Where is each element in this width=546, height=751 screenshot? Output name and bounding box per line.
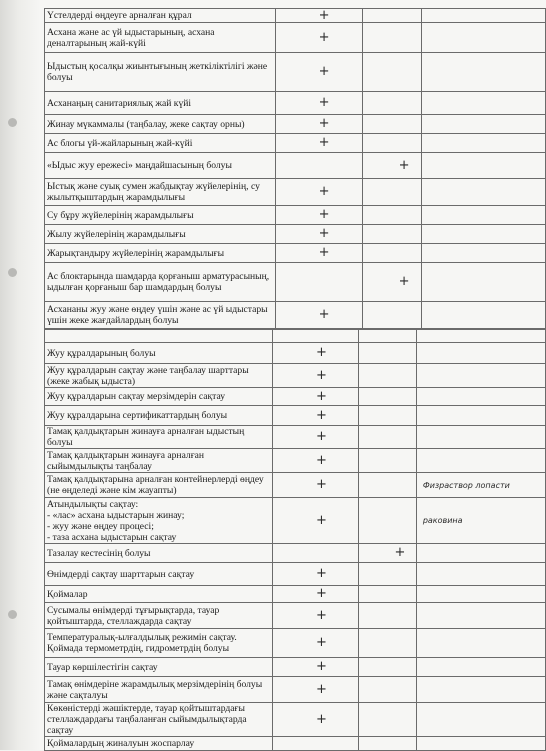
- note-cell: [421, 206, 545, 225]
- mark-cell: [359, 406, 417, 426]
- mark-cell: [359, 677, 417, 703]
- mark-cell: [363, 206, 422, 225]
- mark-cell: [276, 263, 363, 302]
- row-item-label: Қоймалар: [45, 586, 273, 603]
- note-cell: [421, 115, 545, 134]
- row-item-label: Ас блогы үй-жайларының жай-күйі: [45, 134, 276, 153]
- checklist-row: [45, 629, 546, 658]
- row-item-label: Өнімдерді сақтау шарттарын сақтау: [45, 563, 273, 586]
- mark-cell: [273, 629, 359, 658]
- mark-cell: [363, 115, 422, 134]
- checkmark-plus: +: [318, 226, 330, 242]
- row-item-label: Сусымалы өнімдерді тұғырықтарда, тауар қойтыштарда, стеллаждарда сақтау: [45, 603, 273, 629]
- mark-cell: [273, 406, 359, 426]
- note-cell: [416, 658, 545, 677]
- mark-cell: [276, 153, 363, 179]
- checklist-row: [45, 206, 546, 225]
- checkmark-plus: +: [318, 64, 330, 80]
- checklist-row: [45, 225, 546, 244]
- note-cell: [416, 603, 545, 629]
- mark-cell: [273, 498, 359, 544]
- checklist-row: [45, 544, 546, 563]
- checklist-row: [45, 343, 546, 364]
- checkmark-plus: +: [316, 681, 327, 697]
- mark-cell: [276, 225, 363, 244]
- row-item-label: Жарықтандыру жүйелерінің жарамдылығы: [45, 244, 276, 263]
- note-cell: [416, 330, 545, 343]
- mark-cell: [273, 473, 359, 498]
- checkmark-plus: +: [316, 407, 327, 423]
- row-item-label: Қоймалардың жиналуын жоспарлау: [45, 737, 273, 751]
- row-item-label: Жуу құралдарының болуы: [45, 343, 273, 364]
- note-cell: [421, 244, 545, 263]
- checklist-row: [45, 364, 546, 388]
- checkmark-plus: +: [316, 711, 327, 727]
- mark-cell: [276, 134, 363, 153]
- mark-cell: [359, 544, 417, 563]
- note-cell: [416, 629, 545, 658]
- checkmark-plus: +: [316, 429, 327, 445]
- note-cell: [416, 449, 545, 473]
- row-item-label: Ыдыстың қосалқы жиынтығының жеткіліктілігі және болуы: [45, 53, 276, 92]
- note-cell: [421, 302, 545, 329]
- mark-cell: [359, 658, 417, 677]
- row-item-label: Тамақ қалдықтарын жинауға арналған ыдыстың болуы: [45, 426, 273, 449]
- note-cell: [421, 23, 545, 53]
- mark-cell: [363, 302, 422, 329]
- mark-cell: [276, 115, 363, 134]
- row-item-label: Тамақ қалдықтарына арналған контейнерлерді өңдеу (не өңделеді және кім жауапты): [45, 473, 273, 498]
- note-cell: [416, 737, 545, 751]
- mark-cell: [276, 302, 363, 329]
- checklist-row: [45, 703, 546, 737]
- mark-cell: [276, 9, 363, 23]
- mark-cell: [359, 563, 417, 586]
- checklist-row: [45, 658, 546, 677]
- checklist-row: [45, 330, 546, 343]
- checklist-table-bottom: [44, 329, 546, 751]
- row-item-label: Үстелдерді өңдеуге арналған құрал: [45, 9, 276, 23]
- checklist-row: [45, 473, 546, 498]
- checkmark-plus: +: [318, 207, 330, 223]
- mark-cell: [273, 343, 359, 364]
- note-cell: [416, 563, 545, 586]
- checklist-row: [45, 586, 546, 603]
- checkmark-plus: +: [316, 345, 327, 361]
- checklist-row: [45, 115, 546, 134]
- note-cell: [416, 703, 545, 737]
- row-item-label: Тауар көршілестігін сақтау: [45, 658, 273, 677]
- mark-cell: [363, 92, 422, 115]
- note-cell: [421, 53, 545, 92]
- mark-cell: [273, 603, 359, 629]
- mark-cell: [359, 703, 417, 737]
- row-item-label: Тамақ өнімдеріне жарамдылық мерзімдерінің болуы және сақталуы: [45, 677, 273, 703]
- mark-cell: [273, 544, 359, 563]
- checklist-row: [45, 388, 546, 406]
- mark-cell: [273, 586, 359, 603]
- row-item-label: Ас блоктарында шамдарда қорғаныш арматурасының, ыдылған қорғаныш бар шамдардың болуы: [45, 263, 276, 302]
- row-item-label: [45, 330, 273, 343]
- checkmark-plus: +: [318, 95, 330, 111]
- note-cell: [416, 473, 545, 498]
- checkmark-plus: +: [318, 8, 330, 23]
- checklist-row: [45, 23, 546, 53]
- checkmark-plus: +: [316, 659, 327, 675]
- mark-cell: [359, 473, 417, 498]
- mark-cell: [359, 364, 417, 388]
- checklist-row: [45, 302, 546, 329]
- mark-cell: [276, 53, 363, 92]
- checkmark-plus: +: [394, 545, 406, 561]
- note-cell: [416, 406, 545, 426]
- punch-hole: [8, 268, 17, 277]
- checklist-row: [45, 244, 546, 263]
- punch-hole: [8, 118, 17, 127]
- mark-cell: [359, 449, 417, 473]
- mark-cell: [363, 244, 422, 263]
- mark-cell: [363, 225, 422, 244]
- checklist-row: [45, 563, 546, 586]
- checkmark-plus: +: [318, 307, 330, 323]
- checklist-row: [45, 9, 546, 23]
- note-cell: [416, 498, 545, 544]
- punch-hole: [8, 610, 17, 619]
- checklist-row: [45, 134, 546, 153]
- row-item-label: Асхана және ас үй ыдыстарының, асхана деналтарының жай-күйі: [45, 23, 276, 53]
- mark-cell: [273, 563, 359, 586]
- note-cell: [416, 544, 545, 563]
- row-item-label: Тамақ қалдықтарын жинауға арналған сыйымдылықты таңбалау: [45, 449, 273, 473]
- mark-cell: [359, 498, 417, 544]
- mark-cell: [273, 703, 359, 737]
- row-item-label: Жуу құралдарын сақтау мерзімдерін сақтау: [45, 388, 273, 406]
- checkmark-plus: +: [316, 367, 327, 383]
- mark-cell: [276, 244, 363, 263]
- checkmark-plus: +: [398, 157, 410, 173]
- row-item-label: «Ыдыс жуу ережесі» маңдайшасының болуы: [45, 153, 276, 179]
- mark-cell: [273, 426, 359, 449]
- mark-cell: [359, 330, 417, 343]
- note-cell: [421, 134, 545, 153]
- row-item-label: Жинау мүкаммалы (таңбалау, жеке сақтау орны): [45, 115, 276, 134]
- mark-cell: [363, 153, 422, 179]
- row-item-label: Жуу құралдарын сақтау және таңбалау шарттары (жеке жабық ыдыста): [45, 364, 273, 388]
- row-item-label: Асханаңың санитариялық жай күйі: [45, 92, 276, 115]
- mark-cell: [273, 449, 359, 473]
- mark-cell: [359, 603, 417, 629]
- mark-cell: [273, 364, 359, 388]
- checkmark-plus: +: [318, 135, 330, 151]
- checklist-row: [45, 426, 546, 449]
- mark-cell: [359, 737, 417, 751]
- checklist-row: [45, 406, 546, 426]
- note-cell: [421, 179, 545, 206]
- checkmark-plus: +: [316, 635, 327, 651]
- row-item-label: Су бұру жүйелерінің жарамдылығы: [45, 206, 276, 225]
- mark-cell: [359, 586, 417, 603]
- checklist-row: [45, 263, 546, 302]
- checkmark-plus: +: [316, 512, 327, 528]
- handwritten-note: раковина: [422, 516, 463, 525]
- note-cell: [416, 343, 545, 364]
- checklist-row: [45, 603, 546, 629]
- checkmark-plus: +: [316, 477, 327, 493]
- checkmark-plus: +: [398, 274, 410, 290]
- mark-cell: [273, 677, 359, 703]
- row-item-label: Жылу жүйелерінің жарамдылығы: [45, 225, 276, 244]
- note-cell: [416, 388, 545, 406]
- checkmark-plus: +: [316, 566, 327, 582]
- checkmark-plus: +: [318, 116, 330, 132]
- checkmark-plus: +: [318, 184, 330, 200]
- checkmark-plus: +: [316, 586, 327, 602]
- mark-cell: [273, 737, 359, 751]
- mark-cell: [363, 53, 422, 92]
- note-cell: [416, 364, 545, 388]
- mark-cell: [363, 134, 422, 153]
- mark-cell: [276, 92, 363, 115]
- note-cell: [416, 677, 545, 703]
- row-item-label: Тазалау кестесінің болуы: [45, 544, 273, 563]
- checkmark-plus: +: [318, 29, 330, 45]
- handwritten-note: Физраствор лопасти: [422, 480, 510, 490]
- mark-cell: [363, 263, 422, 302]
- checkmark-plus: +: [316, 452, 327, 468]
- mark-cell: [273, 330, 359, 343]
- note-cell: [421, 263, 545, 302]
- row-item-label: Ыстық және суық сумен жабдықтау жүйелерінің, су жылытқыштардың жарамдылығы: [45, 179, 276, 206]
- mark-cell: [359, 629, 417, 658]
- checklist-table-top: [44, 8, 546, 329]
- checklist-row: [45, 153, 546, 179]
- checklist-row: [45, 737, 546, 751]
- mark-cell: [273, 658, 359, 677]
- note-cell: [416, 426, 545, 449]
- note-cell: [421, 9, 545, 23]
- row-item-label: Көкөністерді жәшіктерде, тауар қойтыштардағы стеллаждардағы таңбаланған сыйымдылықтарда сақтау: [45, 703, 273, 737]
- checklist-row: [45, 449, 546, 473]
- checkmark-plus: +: [316, 607, 327, 623]
- note-cell: [421, 92, 545, 115]
- note-cell: [416, 586, 545, 603]
- checklist-row: [45, 92, 546, 115]
- mark-cell: [273, 388, 359, 406]
- checkmark-plus: +: [316, 388, 327, 404]
- checklist-row: [45, 53, 546, 92]
- row-item-label: Температуралық-ылғалдылық режимін сақтау. Қоймада термометрдің, гидрометрдің болуы: [45, 629, 273, 658]
- mark-cell: [276, 179, 363, 206]
- mark-cell: [363, 23, 422, 53]
- row-item-label: Асхананы жуу және өңдеу үшін және ас үй ыдыстары үшін жеке жағдайлардың болуы: [45, 302, 276, 329]
- mark-cell: [359, 426, 417, 449]
- checklist-row: [45, 179, 546, 206]
- mark-cell: [276, 206, 363, 225]
- note-cell: [421, 153, 545, 179]
- row-item-label: Жуу құралдарына сертификаттардың болуы: [45, 406, 273, 426]
- checklist-row: [45, 498, 546, 544]
- mark-cell: [276, 23, 363, 53]
- row-item-label: Атындылықты сақтау: - «лас» асхана ыдыстарын жинау; - жуу және өңдеу процесі; - таза асхана ыдыстарын сақтау: [45, 498, 273, 544]
- checkmark-plus: +: [318, 245, 330, 261]
- mark-cell: [359, 388, 417, 406]
- note-cell: [421, 225, 545, 244]
- mark-cell: [363, 9, 422, 23]
- checklist-row: [45, 677, 546, 703]
- mark-cell: [359, 343, 417, 364]
- mark-cell: [363, 179, 422, 206]
